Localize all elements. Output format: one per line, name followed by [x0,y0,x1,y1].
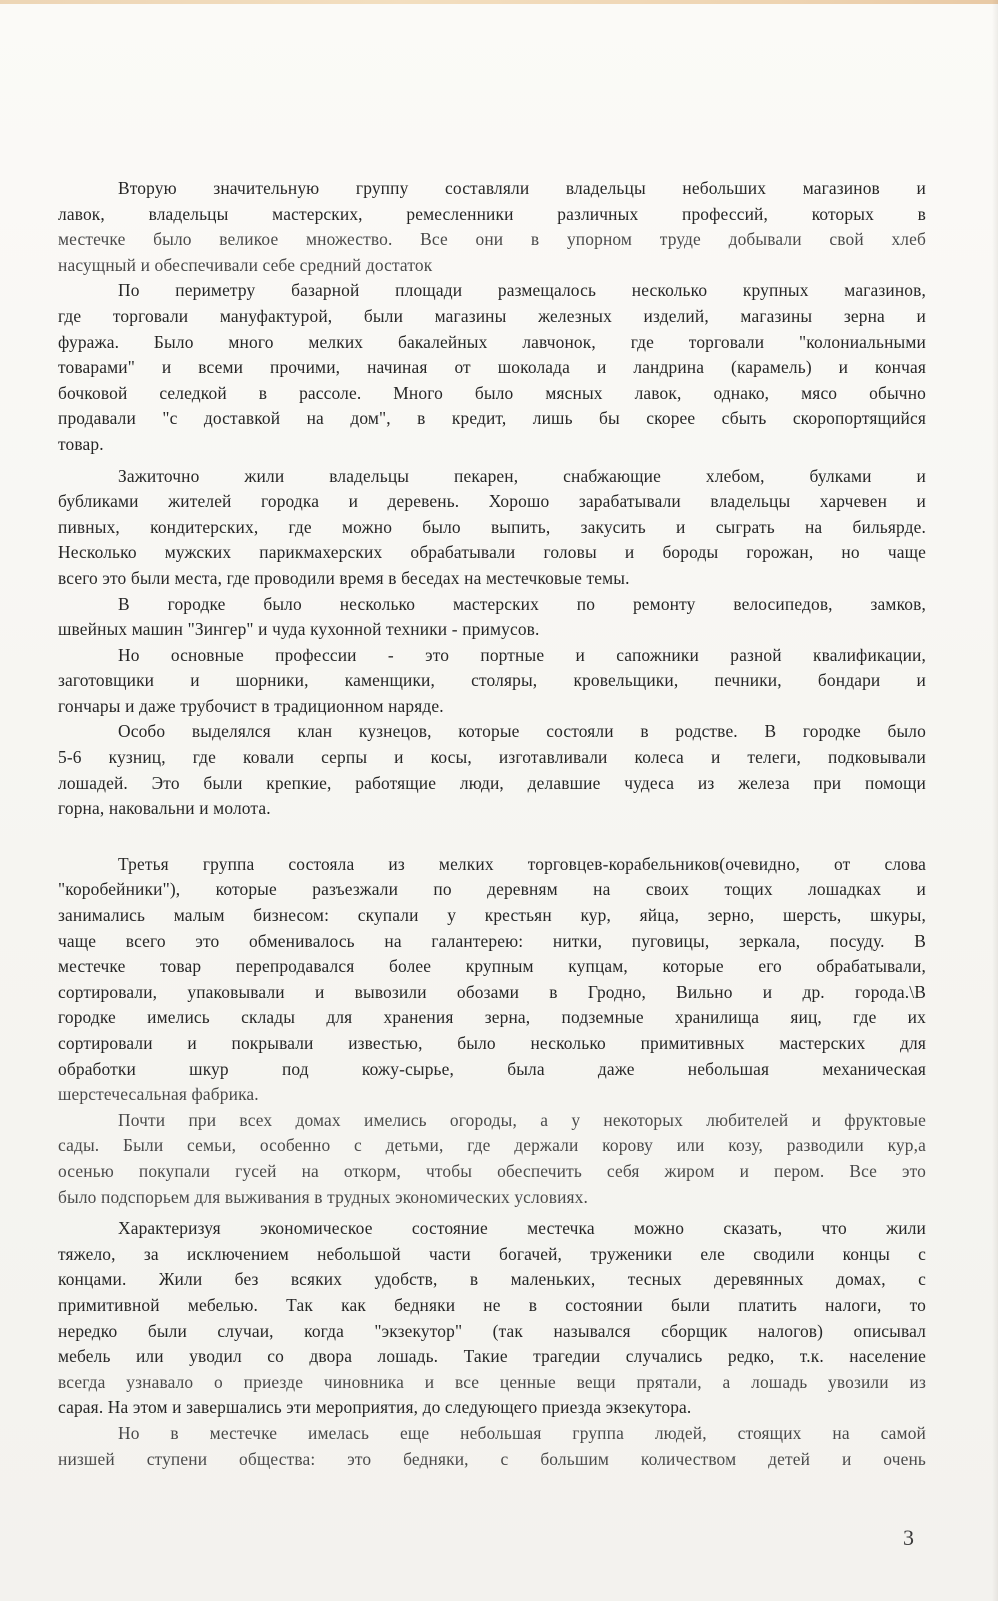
text-line: швейных машин "Зингер" и чуда кухонной техники - примусов. [58,619,540,640]
document-body [58,176,926,1472]
text-line: сортировали, упаковывали и вывозили обозами в Гродно, Вильно и др. города.\В [58,981,926,1002]
page-number: 3 [903,1525,914,1550]
text-line: было подспорьем для выживания в трудных экономических условиях. [58,1186,589,1207]
text-line: всего это были места, где проводили время в беседах на местечковые темы. [58,567,630,588]
text-line: бубликами жителей городка и деревень. Хорошо зарабатывали владельцы харчевен и [58,491,926,512]
paragraph [58,592,926,643]
text-line: мебель или уводил со двора лошадь. Такие трагедии случались редко, т.к. население [58,1346,926,1367]
text-line: обработки шкур под кожу-сырье, была даже небольшая механическая [58,1058,926,1079]
paragraph [58,1421,926,1472]
text-line: бочковой селедкой в рассоле. Много было мясных лавок, однако, мясо обычно [58,382,926,403]
text-line: занимались малым бизнесом: скупали у крестьян кур, яйца, зерно, шерсть, шкуры, [58,905,926,926]
text-line: Но в местечке имелась еще небольшая группа людей, стоящих на самой [118,1422,926,1443]
text-line: тяжело, за исключением небольшой части богачей, труженики еле сводили концы с [58,1243,926,1264]
text-line: всегда узнавало о приезде чиновника и все ценные вещи прятали, а лошадь увозили из [58,1371,926,1392]
page-top-edge [0,0,998,4]
text-line: горна, наковальни и молота. [58,798,271,819]
text-line: 5-6 кузниц, где ковали серпы и косы, изготавливали колеса и телеги, подковывали [58,747,926,768]
text-line: шерстечесальная фабрика. [58,1084,259,1105]
text-line: нередко были случаи, когда "экзекутор" (так назывался сборщик налогов) описывал [58,1320,926,1341]
paragraph [58,176,926,278]
text-line: Зажиточно жили владельцы пекарен, снабжающие хлебом, булками и [118,465,926,486]
paragraph [58,852,926,1108]
text-line: где торговали мануфактурой, были магазины железных изделий, магазины зерна и [58,305,926,326]
text-line: лавок, владельцы мастерских, ремесленники различных профессий, которых в [58,203,926,224]
text-line: Почти при всех домах имелись огороды, а у некоторых любителей и фруктовые [118,1109,926,1130]
page-right-shadow [992,0,998,1601]
text-line: товарами" и всеми прочими, начиная от шоколада и ландрина (карамель) и кончая [58,357,926,378]
text-line: насущный и обеспечивали себе средний достаток [58,254,433,275]
text-line: товар. [58,433,104,454]
text-line: сортировали и покрывали известью, было несколько примитивных мастерских для [58,1033,926,1053]
text-line: По периметру базарной площади размещалось несколько крупных магазинов, [118,280,926,301]
text-line: лошадей. Это были крепкие, работящие люди, делавшие чудеса из железа при помощи [58,772,926,793]
text-line: сады. Были семьи, особенно с детьми, где держали корову или козу, разводили кур,а [58,1135,926,1156]
text-line: чаще всего это обменивалось на галантерею: нитки, пуговицы, зеркала, посуду. В [58,930,926,951]
text-line: осенью покупали гусей на откорм, чтобы обеспечить себя жиром и пером. Все это [58,1160,926,1181]
text-line: Вторую значительную группу составляли владельцы небольших магазинов и [118,178,926,198]
text-line: "коробейники"), которые разъезжали по деревням на своих тощих лошадках и [58,879,926,900]
text-line: концами. Жили без всяких удобств, в маленьких, тесных деревянных домах, с [58,1269,926,1290]
text-line: заготовщики и шорники, каменщики, столяры, кровельщики, печники, бондари и [58,670,926,691]
text-line: городке имелись склады для хранения зерна, подземные хранилища яиц, где их [58,1007,926,1028]
text-line: фуража. Было много мелких бакалейных лавчонок, где торговали "колониальными [58,331,926,352]
section-gap [58,822,926,852]
paragraph [58,643,926,720]
paragraph [58,278,926,457]
text-line: Особо выделялся клан кузнецов, которые состояли в родстве. В городке было [118,721,926,742]
paragraph [58,1216,926,1421]
text-line: пивных, кондитерских, где можно было выпить, закусить и сыграть на бильярде. [58,516,926,537]
paragraph [58,464,926,592]
paragraph [58,1108,926,1210]
paragraph [58,719,926,821]
text-line: Но основные профессии - это портные и сапожники разной квалификации, [118,644,926,665]
text-line: местечке товар перепродавался более крупным купцам, которые его обрабатывали, [58,956,926,977]
text-line: Характеризуя экономическое состояние местечка можно сказать, что жили [118,1218,926,1239]
text-line: Третья группа состояла из мелких торговцев-корабельников(очевидно, от слова [118,853,926,874]
text-line: Несколько мужских парикмахерских обрабатывали головы и бороды горожан, но чаще [58,542,926,563]
text-line: В городке было несколько мастерских по ремонту велосипедов, замков, [118,593,926,614]
text-line: продавали "с доставкой на дом", в кредит, лишь бы скорее сбыть скоропортящийся [58,408,926,429]
text-line: сарая. На этом и завершались эти мероприятия, до следующего приезда экзекутора. [58,1397,692,1418]
text-line: примитивной мебелью. Так как бедняки не в состоянии были платить налоги, то [58,1294,926,1315]
text-line: местечке было великое множество. Все они в упорном труде добывали свой хлеб [58,229,926,250]
text-line: низшей ступени общества: это бедняки, с большим количеством детей и очень [58,1448,926,1469]
text-line: гончары и даже трубочист в традиционном наряде. [58,695,444,716]
